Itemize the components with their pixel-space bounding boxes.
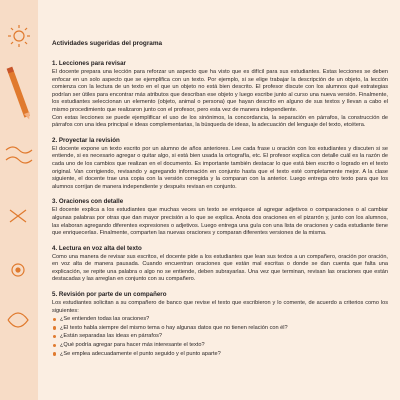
pencil-icon bbox=[7, 67, 32, 121]
section-1-heading: 1. Lecciones para revisar bbox=[52, 60, 126, 67]
criteria-item: ¿Se emplea adecuadamente el punto seguido y el punto aparte? bbox=[52, 350, 388, 359]
criteria-item: ¿El texto habla siempre del mismo tema o hay algunas datos que no tienen relación con él? bbox=[52, 324, 388, 333]
section-5-paragraph-1: Los estudiantes solicitan a su compañero de banco que revise el texto que escribieron y lo comente, de acuerdo a criterios como los siguientes: bbox=[52, 300, 388, 314]
decorative-sidebar bbox=[0, 0, 38, 400]
squiggle-decoration-icon bbox=[6, 147, 32, 327]
section-1-paragraph-1: El docente prepara una lección para reforzar un aspecto que ha visto que es difícil para sus estudiantes. Estas lecciones se deben enfocar en un solo aspecto que se ejemplifica con un texto. Por ejemplo, si se elige trabajar la descripción de un objeto, la lección comienza con la lectura de un texto en el que un objeto no está bien descrito. El profesor discute con los alumnos qué estrategias podrían ser útiles para encontrar más atributos que describan ese objeto y luego escribe junto al curso una nueva versión. Finalmente, los estudiantes seleccionan un elemento (objeto, animal o persona) que hayan descrito en alguno de sus textos y llevan a cabo el mismo procedimiento que realizaron junto con el profesor, pero esta vez de manera independiente. bbox=[52, 69, 388, 113]
criteria-item: ¿Están separadas las ideas en párrafos? bbox=[52, 332, 388, 341]
criteria-item: ¿Se entienden todas las oraciones? bbox=[52, 315, 388, 324]
section-4-paragraph-1: Como una manera de revisar sus escritos, el docente pide a los estudiantes que lean sus textos a un compañero, oración por oración, en voz alta de manera pausada. Cuando encuentran oraciones que están mal escritas o donde se dan cuenta que falta una explicación, se repite una palabra o algo no se entiende, deben subrayarlas. Una vez que terminan, revisan las oraciones que están destacadas y las arreglan en conjunto con su compañero. bbox=[52, 253, 388, 283]
sun-decoration-icon bbox=[8, 25, 30, 47]
section-5-heading: 5. Revisión por parte de un compañero bbox=[52, 291, 167, 299]
document-body bbox=[52, 40, 388, 358]
document-title: Actividades sugeridas del programa bbox=[52, 40, 163, 47]
criteria-item: ¿Qué podría agregar para hacer más interesante el texto? bbox=[52, 341, 388, 350]
section-3-heading: 3. Oraciones con detalle bbox=[52, 198, 124, 206]
section-2-paragraph-1: El docente expone un texto escrito por un alumno de años anteriores. Lee cada frase u oración con los estudiantes y discuten si se entiende, si es necesario agregar o quitar algo, si está bien usada la ortografía, etc. El profesor explica con detalle cuál es la razón de cada uno de los cambios que realizan en el documento. Es importante también destacar lo que está bien escrito o logrado en el texto original. Van corrigiendo, revisando y agregando información en conjunto hasta que el texto esté completamente mejor. A la clase siguiente, el docente trae una copia con la versión corregida y la comparan con la anterior. Luego entrega otro texto para que los alumnos corrijan de manera independiente y después revisan en conjunto. bbox=[52, 145, 388, 190]
section-1-paragraph-2: Con estas lecciones se puede ejemplificar el uso de los sinónimos, la concordancia, la separación en párrafos, la construcción de párrafos con una idea principal e ideas complementarias, la búsqueda de ideas, la adecuación del lenguaje del texto, etcétera. bbox=[52, 114, 388, 129]
criteria-list bbox=[52, 315, 388, 358]
section-2-heading: 2. Proyectar la revisión bbox=[52, 136, 120, 144]
page bbox=[38, 0, 400, 400]
section-4-heading: 4. Lectura en voz alta del texto bbox=[52, 244, 142, 252]
section-3-paragraph-1: El docente explica a los estudiantes que muchas veces un texto se enriquece al agregar adjetivos o comparaciones o al cambiar algunas palabras por otras que dan mayor precisión a lo que se explica. Anota dos oraciones en el pizarrón y, junto con los alumnos, las elaboran agregando diferentes expresiones o adjetivos. Luego entrega una guía con una lista de oraciones y cada estudiante tiene que enriquecerlas. Finalmente, comparten las nuevas oraciones y comparan diferentes versiones de la misma. bbox=[52, 207, 388, 237]
